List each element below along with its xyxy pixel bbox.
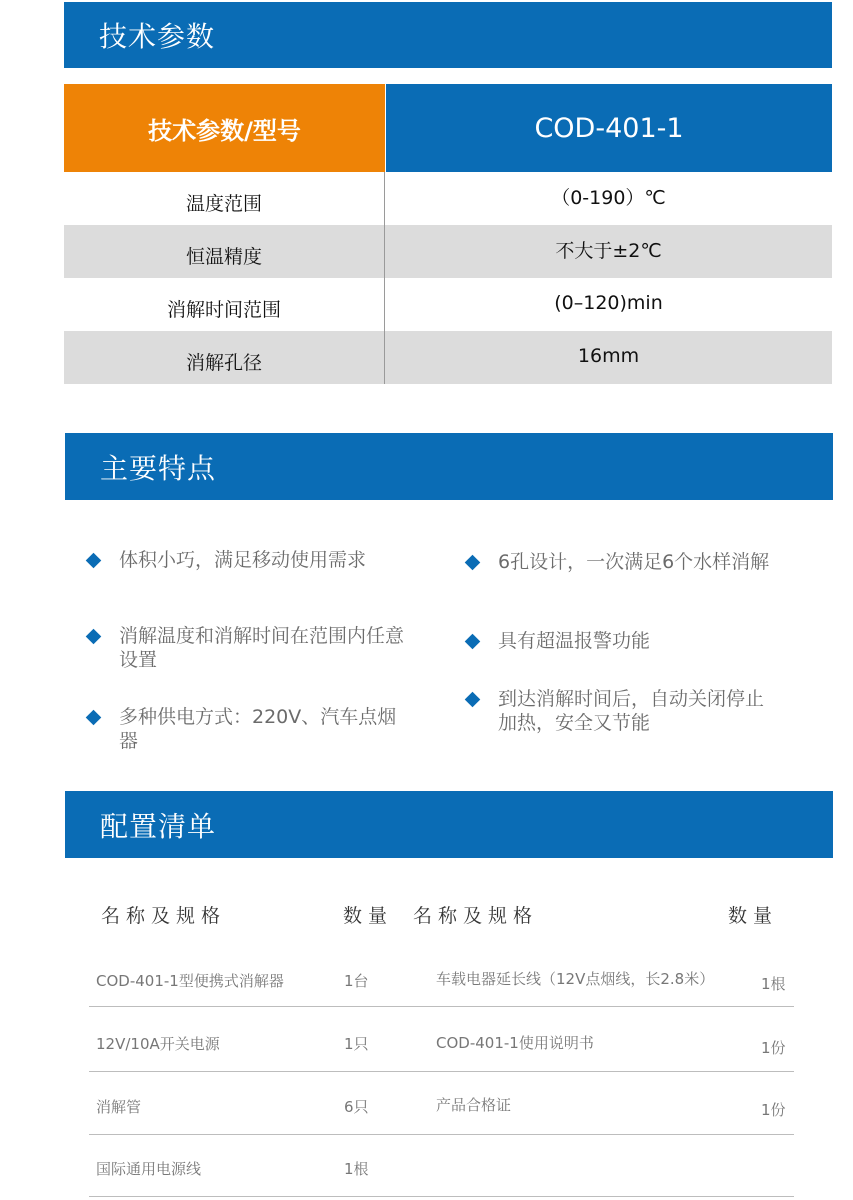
spec-value: （0-190）℃ bbox=[551, 187, 666, 209]
feature-text: 消解温度和消解时间在范围内任意设置 bbox=[119, 625, 405, 671]
spec-label: 温度范围 bbox=[64, 172, 385, 225]
feature-item bbox=[467, 629, 797, 653]
spec-label: 恒温精度 bbox=[64, 225, 385, 278]
item-name: 车载电器延长线（12V点烟线，长2.8米） bbox=[436, 970, 715, 988]
item-name: COD-401-1型便携式消解器 bbox=[96, 972, 284, 990]
item-name: 消解管 bbox=[96, 1098, 142, 1116]
section-banner-features bbox=[65, 433, 833, 500]
item-name: 12V/10A开关电源 bbox=[96, 1035, 220, 1053]
section-banner-specs bbox=[64, 2, 832, 68]
row-divider bbox=[89, 1071, 794, 1072]
table-row bbox=[64, 225, 832, 278]
diamond-icon bbox=[465, 634, 481, 650]
spec-value: (0–120)min bbox=[554, 291, 663, 314]
header-model-number: COD-401-1 bbox=[385, 84, 832, 172]
spec-table bbox=[64, 84, 832, 384]
row-divider bbox=[89, 1006, 794, 1007]
item-qty: 1根 bbox=[344, 1160, 369, 1178]
spec-label: 消解孔径 bbox=[64, 331, 385, 384]
item-qty: 6只 bbox=[344, 1098, 369, 1116]
feature-text: 具有超温报警功能 bbox=[498, 630, 651, 652]
diamond-icon bbox=[86, 629, 102, 645]
feature-text: 6孔设计，一次满足6个水样消解 bbox=[498, 551, 770, 573]
section-title: 配置清单 bbox=[100, 809, 217, 843]
feature-text: 到达消解时间后，自动关闭停止加热，安全又节能 bbox=[498, 688, 765, 734]
section-title: 技术参数 bbox=[99, 20, 216, 53]
feature-text: 体积小巧，满足移动使用需求 bbox=[119, 549, 367, 571]
diamond-icon bbox=[86, 710, 102, 726]
spec-label: 消解时间范围 bbox=[64, 278, 385, 331]
diamond-icon bbox=[86, 553, 102, 569]
item-qty: 1份 bbox=[761, 1101, 786, 1119]
row-divider bbox=[89, 1196, 794, 1197]
feature-item bbox=[88, 548, 408, 572]
table-row bbox=[64, 278, 832, 331]
table-row bbox=[64, 331, 832, 384]
table-row bbox=[64, 172, 832, 225]
item-name: COD-401-1使用说明书 bbox=[436, 1034, 594, 1052]
feature-item bbox=[88, 624, 408, 672]
item-name: 产品合格证 bbox=[436, 1096, 512, 1114]
column-header-qty: 数量 bbox=[728, 905, 779, 927]
column-header-qty: 数量 bbox=[343, 905, 394, 927]
spec-table-header bbox=[64, 84, 832, 172]
spec-value: 16mm bbox=[577, 344, 640, 367]
item-name: 国际通用电源线 bbox=[96, 1160, 202, 1178]
row-divider bbox=[89, 1134, 794, 1135]
spec-value: 不大于±2℃ bbox=[555, 240, 662, 262]
item-qty: 1份 bbox=[761, 1039, 786, 1057]
item-qty: 1台 bbox=[344, 972, 369, 990]
header-param-model: 技术参数/型号 bbox=[64, 84, 385, 172]
feature-text: 多种供电方式：220V、汽车点烟器 bbox=[119, 706, 397, 752]
diamond-icon bbox=[465, 555, 481, 571]
column-header-name: 名称及规格 bbox=[413, 905, 539, 927]
feature-item bbox=[467, 687, 777, 735]
diamond-icon bbox=[465, 692, 481, 708]
feature-item bbox=[467, 550, 797, 574]
item-qty: 1根 bbox=[761, 975, 786, 993]
section-title: 主要特点 bbox=[100, 451, 217, 485]
section-banner-config bbox=[65, 791, 833, 858]
item-qty: 1只 bbox=[344, 1035, 369, 1053]
feature-item bbox=[88, 705, 408, 753]
column-header-name: 名称及规格 bbox=[101, 905, 227, 927]
